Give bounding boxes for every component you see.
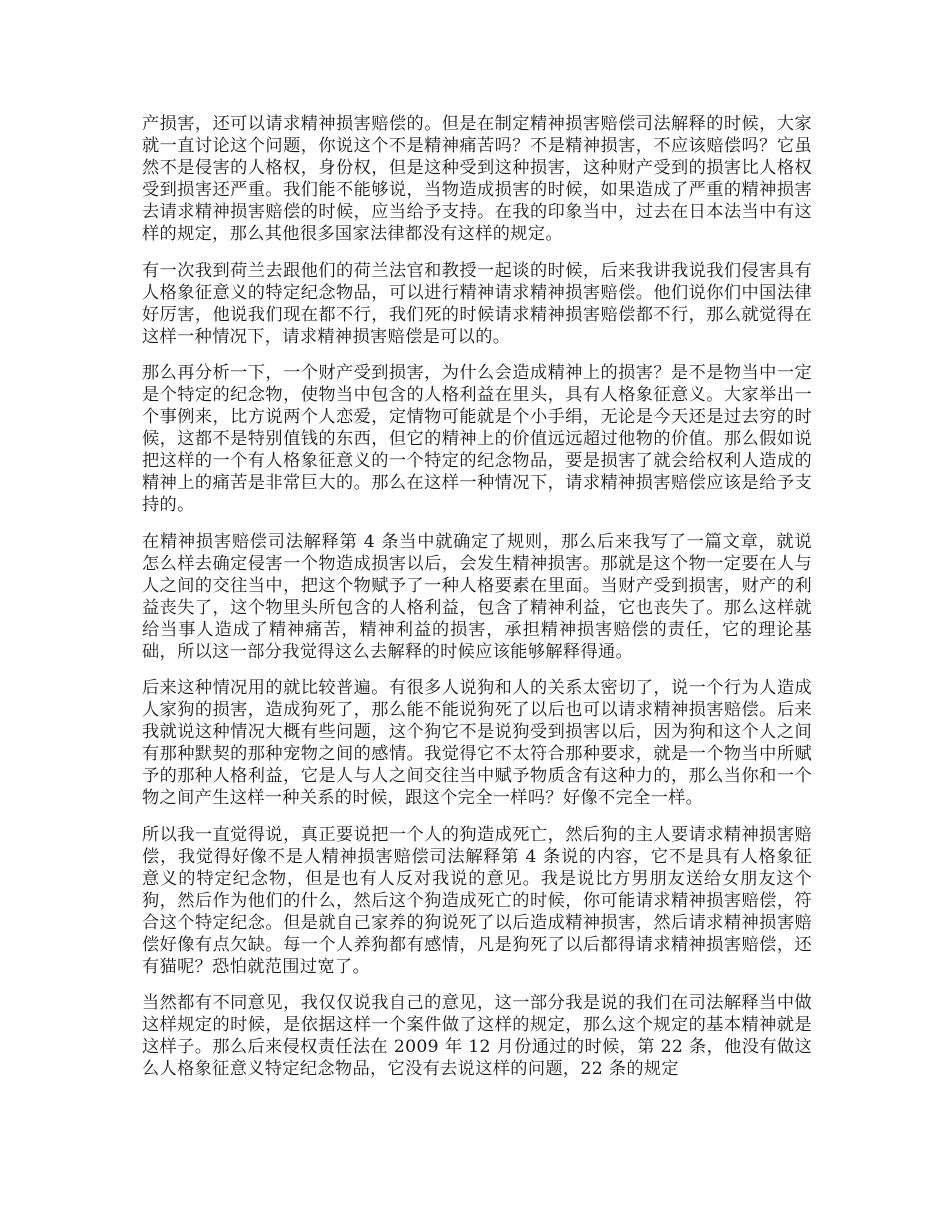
paragraph-5: 后来这种情况用的就比较普遍。有很多人说狗和人的关系太密切了，说一个行为人造成人家狗的损害，造成狗死了，那么能不能说狗死了以后也可以请求精神损害赔偿。后来我就说这种情况大概有些问题，这个狗它不是说狗受到损害以后，因为狗和这个人之间有那种默契的那种宠物之间的感情。我觉得它不太符合那种要求，就是一个物当中所赋予的那种人格利益，它是人与人之间交往当中赋予物质含有这种力的，那么当你和一个物之间产生这样一种关系的时候，跟这个完全一样吗？好像不完全一样。 — [142, 678, 812, 808]
paragraph-4: 在精神损害赔偿司法解释第 4 条当中就确定了规则，那么后来我写了一篇文章，就说怎么样去确定侵害一个物造成损害以后，会发生精神损害。那就是这个物一定要在人与人之间的交往当中，把这个物赋予了一种人格要素在里面。当财产受到损害，财产的利益丧失了，这个物里头所包含的人格利益，包含了精神利益，它也丧失了。那么这样就给当事人造成了精神痛苦，精神利益的损害，承担精神损害赔偿的责任，它的理论基础，所以这一部分我觉得这么去解释的时候应该能够解释得通。 — [142, 531, 812, 662]
paragraph-7: 当然都有不同意见，我仅仅说我自己的意见，这一部分我是说的我们在司法解释当中做这样规定的时候，是依据这样一个案件做了这样的规定，那么这个规定的基本精神就是这样子。那么后来侵权责任法在 2009 年 12 月份通过的时候，第 22 条，他没有做这么人格象征意义特定纪念物品，它没有去说这样的问题，22 条的规定 — [142, 993, 812, 1079]
paragraph-1: 产损害，还可以请求精神损害赔偿的。但是在制定精神损害赔偿司法解释的时候，大家就一直讨论这个问题，你说这个不是精神痛苦吗？不是精神损害，不应该赔偿吗？它虽然不是侵害的人格权，身份权，但是这种受到这种损害，这种财产受到的损害比人格权受到损害还严重。我们能不能够说，当物造成损害的时候，如果造成了严重的精神损害去请求精神损害赔偿的时候，应当给予支持。在我的印象当中，过去在日本法当中有这样的规定，那么其他很多国家法律都没有这样的规定。 — [142, 114, 812, 244]
paragraph-3: 那么再分析一下，一个财产受到损害，为什么会造成精神上的损害？是不是物当中一定是个特定的纪念物，使物当中包含的人格利益在里头，具有人格象征意义。大家举出一个事例来，比方说两个人恋爱，定情物可能就是个小手绢，无论是今天还是过去穷的时候，这都不是特别值钱的东西，但它的精神上的价值远远超过他物的价值。那么假如说把这样的一个有人格象征意义的一个特定的纪念物品，要是损害了就会给权利人造成的精神上的痛苦是非常巨大的。那么在这样一种情况下，请求精神损害赔偿应该是给予支持的。 — [142, 363, 812, 515]
document-page — [142, 113, 812, 1080]
paragraph-6: 所以我一直觉得说，真正要说把一个人的狗造成死亡，然后狗的主人要请求精神损害赔偿，我觉得好像不是人精神损害赔偿司法解释第 4 条说的内容，它不是具有人格象征意义的特定纪念物，但是也有人反对我说的意见。我是说比方男朋友送给女朋友这个狗，然后作为他们的什么，然后这个狗造成死亡的时候，你可能请求精神损害赔偿，符合这个特定纪念。但是就自己家养的狗说死了以后造成精神损害，然后请求精神损害赔偿好像有点欠缺。每一个人养狗都有感情，凡是狗死了以后都得请求精神损害赔偿，还有猫呢？恐怕就范围过宽了。 — [142, 824, 812, 977]
paragraph-2: 有一次我到荷兰去跟他们的荷兰法官和教授一起谈的时候，后来我讲我说我们侵害具有人格象征意义的特定纪念物品，可以进行精神请求精神损害赔偿。他们说你们中国法律好厉害，他说我们现在都不行，我们死的时候请求精神损害赔偿都不行，那么就觉得在这样一种情况下，请求精神损害赔偿是可以的。 — [142, 260, 812, 347]
